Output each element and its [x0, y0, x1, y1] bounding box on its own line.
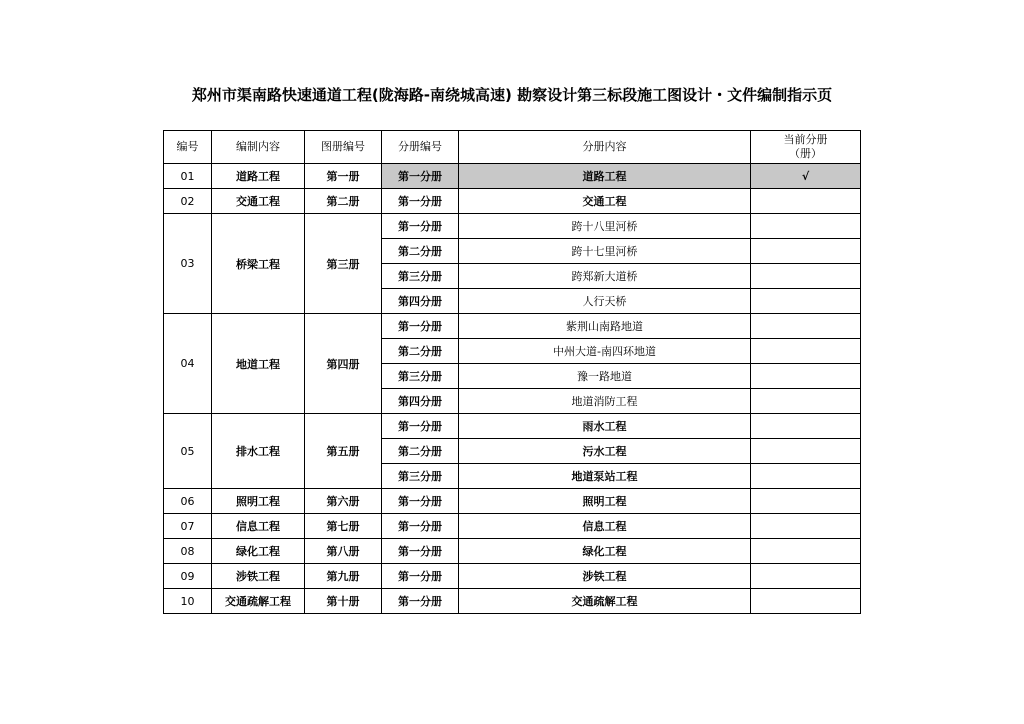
cell-sub-content: 交通疏解工程 [459, 589, 751, 614]
cell-sub-num: 第四分册 [382, 389, 459, 414]
header-sub-num: 分册编号 [382, 131, 459, 164]
cell-volume-num: 第三册 [305, 214, 382, 314]
cell-content: 信息工程 [212, 514, 305, 539]
header-num: 编号 [164, 131, 212, 164]
table-row [164, 314, 861, 339]
cell-current-volume [751, 339, 861, 364]
cell-volume-num: 第二册 [305, 189, 382, 214]
cell-num: 05 [164, 414, 212, 489]
cell-sub-num: 第三分册 [382, 264, 459, 289]
page-title: 郑州市渠南路快速通道工程(陇海路-南绕城高速) 勘察设计第三标段施工图设计・文件编制指示页 [191, 86, 833, 104]
cell-num: 04 [164, 314, 212, 414]
header-current-line1: 当前分册 [783, 133, 828, 146]
cell-sub-num: 第三分册 [382, 464, 459, 489]
header-content: 编制内容 [212, 131, 305, 164]
cell-current-volume [751, 364, 861, 389]
cell-sub-content: 涉铁工程 [459, 564, 751, 589]
cell-sub-num: 第一分册 [382, 489, 459, 514]
cell-content: 绿化工程 [212, 539, 305, 564]
cell-volume-num: 第十册 [305, 589, 382, 614]
cell-volume-num: 第八册 [305, 539, 382, 564]
table-row [164, 214, 861, 239]
cell-current-volume [751, 414, 861, 439]
cell-sub-num: 第一分册 [382, 414, 459, 439]
cell-content: 交通工程 [212, 189, 305, 214]
cell-sub-num: 第一分册 [382, 564, 459, 589]
table-row [164, 539, 861, 564]
cell-volume-num: 第四册 [305, 314, 382, 414]
cell-sub-num: 第一分册 [382, 589, 459, 614]
cell-sub-num: 第一分册 [382, 314, 459, 339]
cell-sub-content: 地道消防工程 [459, 389, 751, 414]
cell-current-volume [751, 239, 861, 264]
cell-content: 涉铁工程 [212, 564, 305, 589]
cell-sub-num: 第二分册 [382, 439, 459, 464]
table-row [164, 564, 861, 589]
cell-sub-content: 豫一路地道 [459, 364, 751, 389]
table-row [164, 514, 861, 539]
cell-volume-num: 第九册 [305, 564, 382, 589]
cell-current-volume [751, 314, 861, 339]
cell-current-volume: √ [751, 164, 861, 189]
cell-sub-content: 跨十八里河桥 [459, 214, 751, 239]
cell-num: 01 [164, 164, 212, 189]
cell-current-volume [751, 289, 861, 314]
table-row [164, 189, 861, 214]
cell-sub-num: 第三分册 [382, 364, 459, 389]
cell-current-volume [751, 214, 861, 239]
cell-content: 地道工程 [212, 314, 305, 414]
table-body [164, 164, 861, 614]
table-row [164, 589, 861, 614]
header-current-line2: （册） [789, 147, 822, 160]
header-current-volume [751, 131, 861, 164]
table-header-row [164, 131, 861, 164]
table-row [164, 164, 861, 189]
cell-volume-num: 第五册 [305, 414, 382, 489]
cell-current-volume [751, 589, 861, 614]
cell-current-volume [751, 189, 861, 214]
cell-sub-num: 第一分册 [382, 539, 459, 564]
table-row [164, 489, 861, 514]
cell-sub-content: 中州大道-南四环地道 [459, 339, 751, 364]
cell-num: 06 [164, 489, 212, 514]
cell-current-volume [751, 464, 861, 489]
cell-sub-content: 绿化工程 [459, 539, 751, 564]
header-volume-num: 图册编号 [305, 131, 382, 164]
table-row [164, 414, 861, 439]
cell-current-volume [751, 514, 861, 539]
cell-sub-num: 第一分册 [382, 189, 459, 214]
cell-sub-content: 交通工程 [459, 189, 751, 214]
cell-content: 桥梁工程 [212, 214, 305, 314]
cell-num: 09 [164, 564, 212, 589]
cell-current-volume [751, 539, 861, 564]
cell-volume-num: 第一册 [305, 164, 382, 189]
cell-volume-num: 第七册 [305, 514, 382, 539]
cell-current-volume [751, 439, 861, 464]
cell-num: 02 [164, 189, 212, 214]
cell-sub-num: 第一分册 [382, 514, 459, 539]
cell-content: 交通疏解工程 [212, 589, 305, 614]
cell-sub-content: 污水工程 [459, 439, 751, 464]
cell-sub-content: 紫荆山南路地道 [459, 314, 751, 339]
cell-sub-num: 第四分册 [382, 289, 459, 314]
header-sub-content: 分册内容 [459, 131, 751, 164]
cell-content: 排水工程 [212, 414, 305, 489]
cell-sub-content: 道路工程 [459, 164, 751, 189]
cell-sub-content: 跨十七里河桥 [459, 239, 751, 264]
cell-sub-content: 信息工程 [459, 514, 751, 539]
cell-sub-content: 人行天桥 [459, 289, 751, 314]
cell-current-volume [751, 489, 861, 514]
cell-current-volume [751, 564, 861, 589]
cell-content: 照明工程 [212, 489, 305, 514]
cell-sub-num: 第一分册 [382, 164, 459, 189]
cell-sub-num: 第二分册 [382, 339, 459, 364]
cell-sub-content: 照明工程 [459, 489, 751, 514]
volume-index-table [163, 130, 861, 614]
cell-sub-num: 第二分册 [382, 239, 459, 264]
cell-num: 03 [164, 214, 212, 314]
cell-sub-content: 跨郑新大道桥 [459, 264, 751, 289]
cell-current-volume [751, 389, 861, 414]
cell-current-volume [751, 264, 861, 289]
cell-sub-content: 雨水工程 [459, 414, 751, 439]
cell-sub-content: 地道泵站工程 [459, 464, 751, 489]
cell-volume-num: 第六册 [305, 489, 382, 514]
cell-content: 道路工程 [212, 164, 305, 189]
cell-num: 07 [164, 514, 212, 539]
cell-num: 08 [164, 539, 212, 564]
cell-sub-num: 第一分册 [382, 214, 459, 239]
cell-num: 10 [164, 589, 212, 614]
